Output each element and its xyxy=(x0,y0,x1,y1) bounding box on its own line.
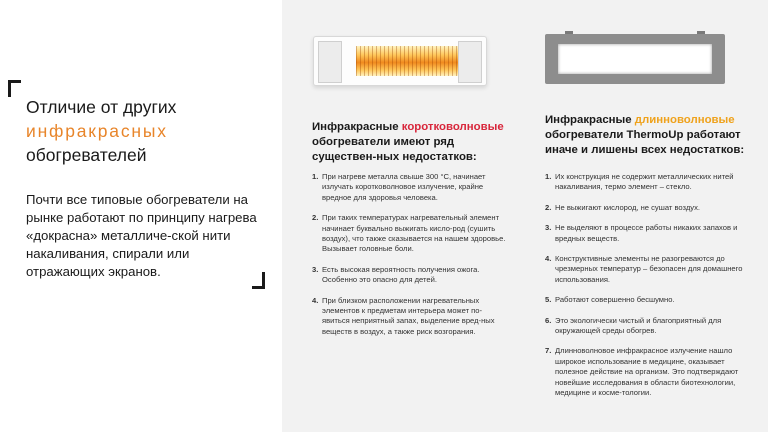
list-item xyxy=(545,203,745,213)
heater-end-cap xyxy=(318,41,342,83)
long-wave-heater-image xyxy=(545,34,725,84)
item-text: Есть высокая вероятность получения ожога. Особенно это опасно для детей. xyxy=(322,264,480,285)
short-wave-list xyxy=(312,172,508,347)
item-text: Конструктивные элементы не разогреваются до чрезмерных температур – безопасен для домашнего использования. xyxy=(555,254,743,284)
list-item xyxy=(545,172,745,193)
list-item xyxy=(312,296,508,338)
item-number: 3. xyxy=(545,223,552,233)
long-wave-list xyxy=(545,172,745,409)
heater-end-cap xyxy=(458,41,482,83)
item-number: 7. xyxy=(545,346,552,356)
item-text: При таких температурах нагревательный элемент начинает буквально выжигать кисло-род (сушить воздух), что также сказывается на нашем здоровье. Вызывает головные боли. xyxy=(322,213,506,254)
item-text: Не выжигают кислород, не сушат воздух. xyxy=(555,202,700,212)
item-text: Длинноволновое инфракрасное излучение нашло широкое использование в медицине, оказывает полезное действие на организм. Это подтверждают новейшие исследования в области биотехнологии, медицине и косме-тологии. xyxy=(555,346,739,398)
item-text: Их конструкция не содержит металлических нитей накаливания, термо элемент – стекло. xyxy=(555,172,734,192)
item-text: Работают совершенно бесшумно. xyxy=(555,295,675,305)
corner-bracket-top-left xyxy=(8,80,21,97)
item-text: Это экологически чистый и благоприятный для окружающей среды обогрев. xyxy=(555,315,722,336)
slide-title xyxy=(26,95,266,167)
list-item xyxy=(545,223,745,244)
heading-highlight: длинноволновые xyxy=(634,114,735,126)
item-number: 2. xyxy=(545,202,552,212)
list-item xyxy=(545,316,745,337)
list-item xyxy=(545,346,745,398)
heading-prefix: Инфракрасные xyxy=(312,121,402,133)
list-item xyxy=(312,213,508,255)
long-wave-heading xyxy=(545,113,745,158)
heater-panel-surface xyxy=(558,44,712,74)
item-number: 4. xyxy=(545,254,552,264)
heading-highlight: коротковолновые xyxy=(401,121,504,133)
item-number: 4. xyxy=(312,295,319,305)
item-text: При близком расположении нагревательных элементов к предметам интерьера может по-явиться неприятный запах, выделение вред-ных веществ в воздух, а также риск возгорания. xyxy=(322,295,495,336)
item-text: Не выделяют в процессе работы никаких запахов и вредных веществ. xyxy=(555,223,738,243)
item-number: 6. xyxy=(545,315,552,325)
heading-prefix: Инфракрасные xyxy=(545,114,635,126)
intro-text: Почти все типовые обогреватели на рынке работают по принципу нагрева «докрасна» металличе-ской нити накаливания, спирали или отражающих экранов. xyxy=(26,192,257,279)
mount-tab xyxy=(565,31,573,34)
short-wave-heater-image xyxy=(313,36,487,86)
title-accent: инфракрасных xyxy=(26,121,168,141)
item-number: 2. xyxy=(312,213,319,223)
heater-glowing-lamp xyxy=(356,46,464,76)
title-line-1: Отличие от других xyxy=(26,97,177,117)
heading-suffix: обогреватели имеют ряд существен-ных недостатков: xyxy=(312,136,477,163)
short-wave-heading xyxy=(312,120,512,165)
item-number: 5. xyxy=(545,295,552,305)
item-number: 1. xyxy=(312,172,319,181)
list-item xyxy=(545,295,745,305)
mount-tab xyxy=(697,31,705,34)
item-number: 3. xyxy=(312,264,319,274)
item-number: 1. xyxy=(545,172,552,181)
list-item xyxy=(545,254,745,285)
list-item xyxy=(312,265,508,286)
title-line-3: обогревателей xyxy=(26,145,147,165)
item-text: При нагреве металла свыше 300 °С, начинает излучать коротковолновое излучение, крайне вредное для здоровья человека. xyxy=(322,172,486,202)
list-item xyxy=(312,172,508,203)
heading-suffix: обогреватели ThermoUp работают иначе и лишены всех недостатков: xyxy=(545,129,745,156)
